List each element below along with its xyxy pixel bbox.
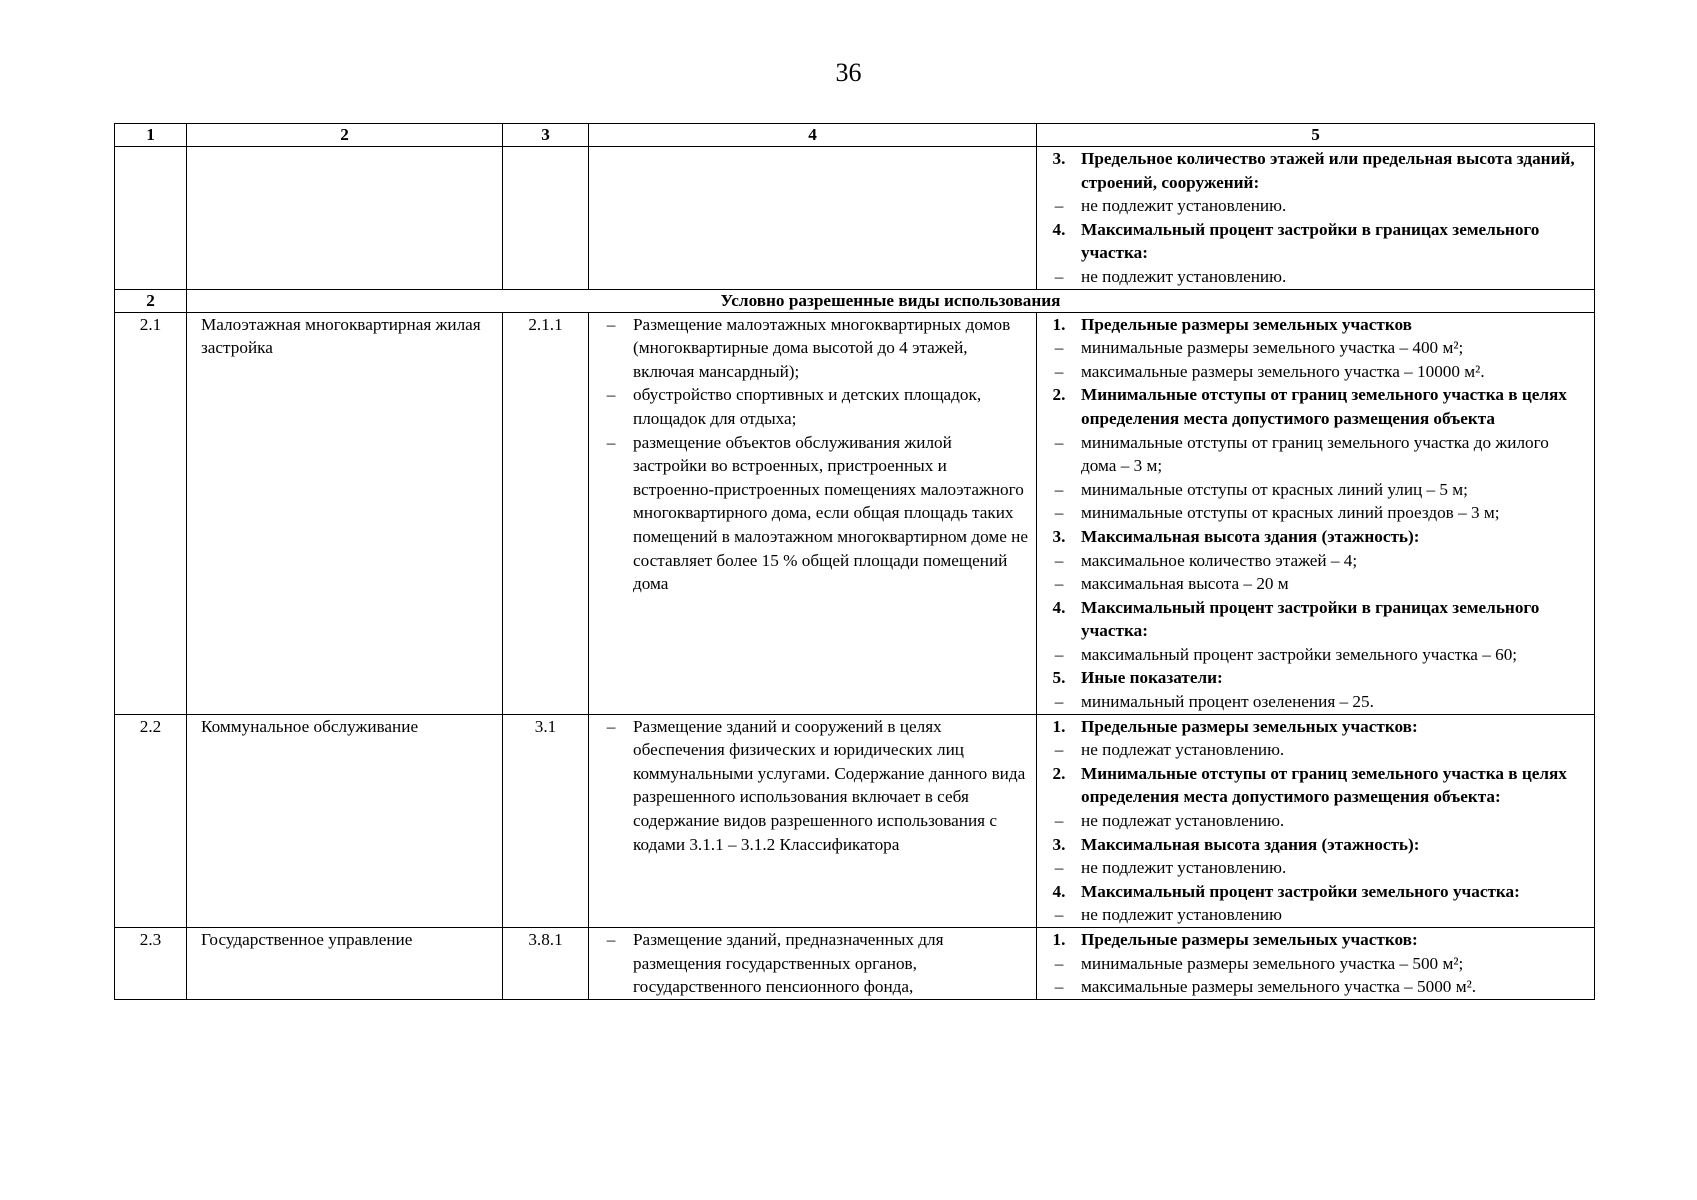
table-row <box>115 714 1595 927</box>
continuation-row <box>115 147 1595 290</box>
param-heading: 4. Максимальный процент застройки в границах земельного участка: <box>1052 597 1540 641</box>
param-item: – минимальные отступы от красных линий проездов – 3 м; <box>1054 503 1500 523</box>
section-row <box>115 289 1595 312</box>
cell-params <box>1037 147 1595 290</box>
param-heading: 2. Минимальные отступы от границ земельного участка в целях определения места допустимого размещения объекта: <box>1052 763 1567 807</box>
cell-desc <box>589 928 1037 1000</box>
desc-item: – Размещение зданий и сооружений в целях обеспечения физических и юридических лиц коммунальными услугами. Содержание данного вида разрешенного использования включает в себя содержание видов разрешенного использования с кодами 3.1.1 – 3.1.2 Классификатора <box>606 716 1026 854</box>
cell-params <box>1037 714 1595 927</box>
param-item: – максимальное количество этажей – 4; <box>1054 550 1358 570</box>
param-item: – не подлежит установлению. <box>1054 266 1287 286</box>
desc-item: – обустройство спортивных и детских площадок, площадок для отдыха; <box>606 385 982 428</box>
param-heading: 4. Максимальный процент застройки в границах земельного участка: <box>1052 219 1540 263</box>
cell-code: 2.1.1 <box>503 312 589 714</box>
cell-name: Малоэтажная многоквартирная жилая застройка <box>187 312 503 714</box>
param-item: – не подлежит установлению <box>1054 905 1282 925</box>
cell-num: 2.3 <box>115 928 187 1000</box>
param-item: – минимальные размеры земельного участка – 400 м²; <box>1054 338 1464 358</box>
cell-code: 3.8.1 <box>503 928 589 1000</box>
cell-num: 2.2 <box>115 714 187 927</box>
param-item: – минимальный процент озеленения – 25. <box>1054 692 1374 712</box>
cell-num <box>115 147 187 290</box>
param-item: – не подлежат установлению. <box>1054 811 1285 831</box>
param-item: – минимальные отступы от красных линий улиц – 5 м; <box>1054 479 1468 499</box>
param-item: – не подлежит установлению. <box>1054 858 1287 878</box>
param-heading: 3. Максимальная высота здания (этажность): <box>1052 834 1420 854</box>
cell-params <box>1037 928 1595 1000</box>
param-item: – максимальная высота – 20 м <box>1054 574 1289 594</box>
param-item: – максимальные размеры земельного участка – 5000 м². <box>1054 977 1477 997</box>
header-col-4: 4 <box>589 124 1037 147</box>
param-item: – не подлежат установлению. <box>1054 740 1285 760</box>
table-row <box>115 312 1595 714</box>
header-col-3: 3 <box>503 124 589 147</box>
page-number: 36 <box>835 58 862 87</box>
header-col-2: 2 <box>187 124 503 147</box>
cell-name <box>187 147 503 290</box>
header-col-1: 1 <box>115 124 187 147</box>
cell-desc <box>589 714 1037 927</box>
regulations-table <box>114 123 1595 1000</box>
header-col-5: 5 <box>1037 124 1595 147</box>
desc-item: – Размещение зданий, предназначенных для размещения государственных органов, государственного пенсионного фонда, <box>606 930 944 997</box>
cell-name: Коммунальное обслуживание <box>187 714 503 927</box>
param-item: – максимальный процент застройки земельного участка – 60; <box>1054 644 1518 664</box>
cell-name: Государственное управление <box>187 928 503 1000</box>
cell-num: 2.1 <box>115 312 187 714</box>
header-row <box>115 124 1595 147</box>
param-heading: 1. Предельные размеры земельных участков: <box>1052 716 1418 736</box>
param-item: – не подлежит установлению. <box>1054 196 1287 216</box>
cell-code <box>503 147 589 290</box>
param-heading: 1. Предельные размеры земельных участков: <box>1052 930 1418 949</box>
param-item: – минимальные отступы от границ земельного участка до жилого дома – 3 м; <box>1054 432 1549 476</box>
section-title: Условно разрешенные виды использования <box>187 289 1595 312</box>
cell-code: 3.1 <box>503 714 589 927</box>
param-heading: 1. Предельные размеры земельных участков <box>1052 314 1412 334</box>
param-heading: 5. Иные показатели: <box>1052 668 1223 688</box>
param-item: – максимальные размеры земельного участка – 10000 м². <box>1054 361 1485 381</box>
param-item: – минимальные размеры земельного участка – 500 м²; <box>1054 953 1464 973</box>
param-heading: 3. Максимальная высота здания (этажность): <box>1052 526 1420 546</box>
cell-desc <box>589 312 1037 714</box>
table-row <box>115 928 1595 1000</box>
section-number: 2 <box>115 289 187 312</box>
desc-item: – Размещение малоэтажных многоквартирных домов (многоквартирные дома высотой до 4 этажей, включая мансардный); <box>606 314 1011 381</box>
param-heading: 4. Максимальный процент застройки земельного участка: <box>1052 881 1520 901</box>
cell-desc <box>589 147 1037 290</box>
desc-item: – размещение объектов обслуживания жилой застройки во встроенных, пристроенных и встроенно-пристроенных помещениях малоэтажного многоквартирного дома, если общая площадь таких помещений в малоэтажном многоквартирном доме не составляет более 15 % общей площади помещений дома <box>606 432 1028 594</box>
cell-params <box>1037 312 1595 714</box>
param-heading: 2. Минимальные отступы от границ земельного участка в целях определения места допустимого размещения объекта <box>1052 385 1567 428</box>
param-heading: 3. Предельное количество этажей или предельная высота зданий, строений, сооружений: <box>1052 149 1575 192</box>
